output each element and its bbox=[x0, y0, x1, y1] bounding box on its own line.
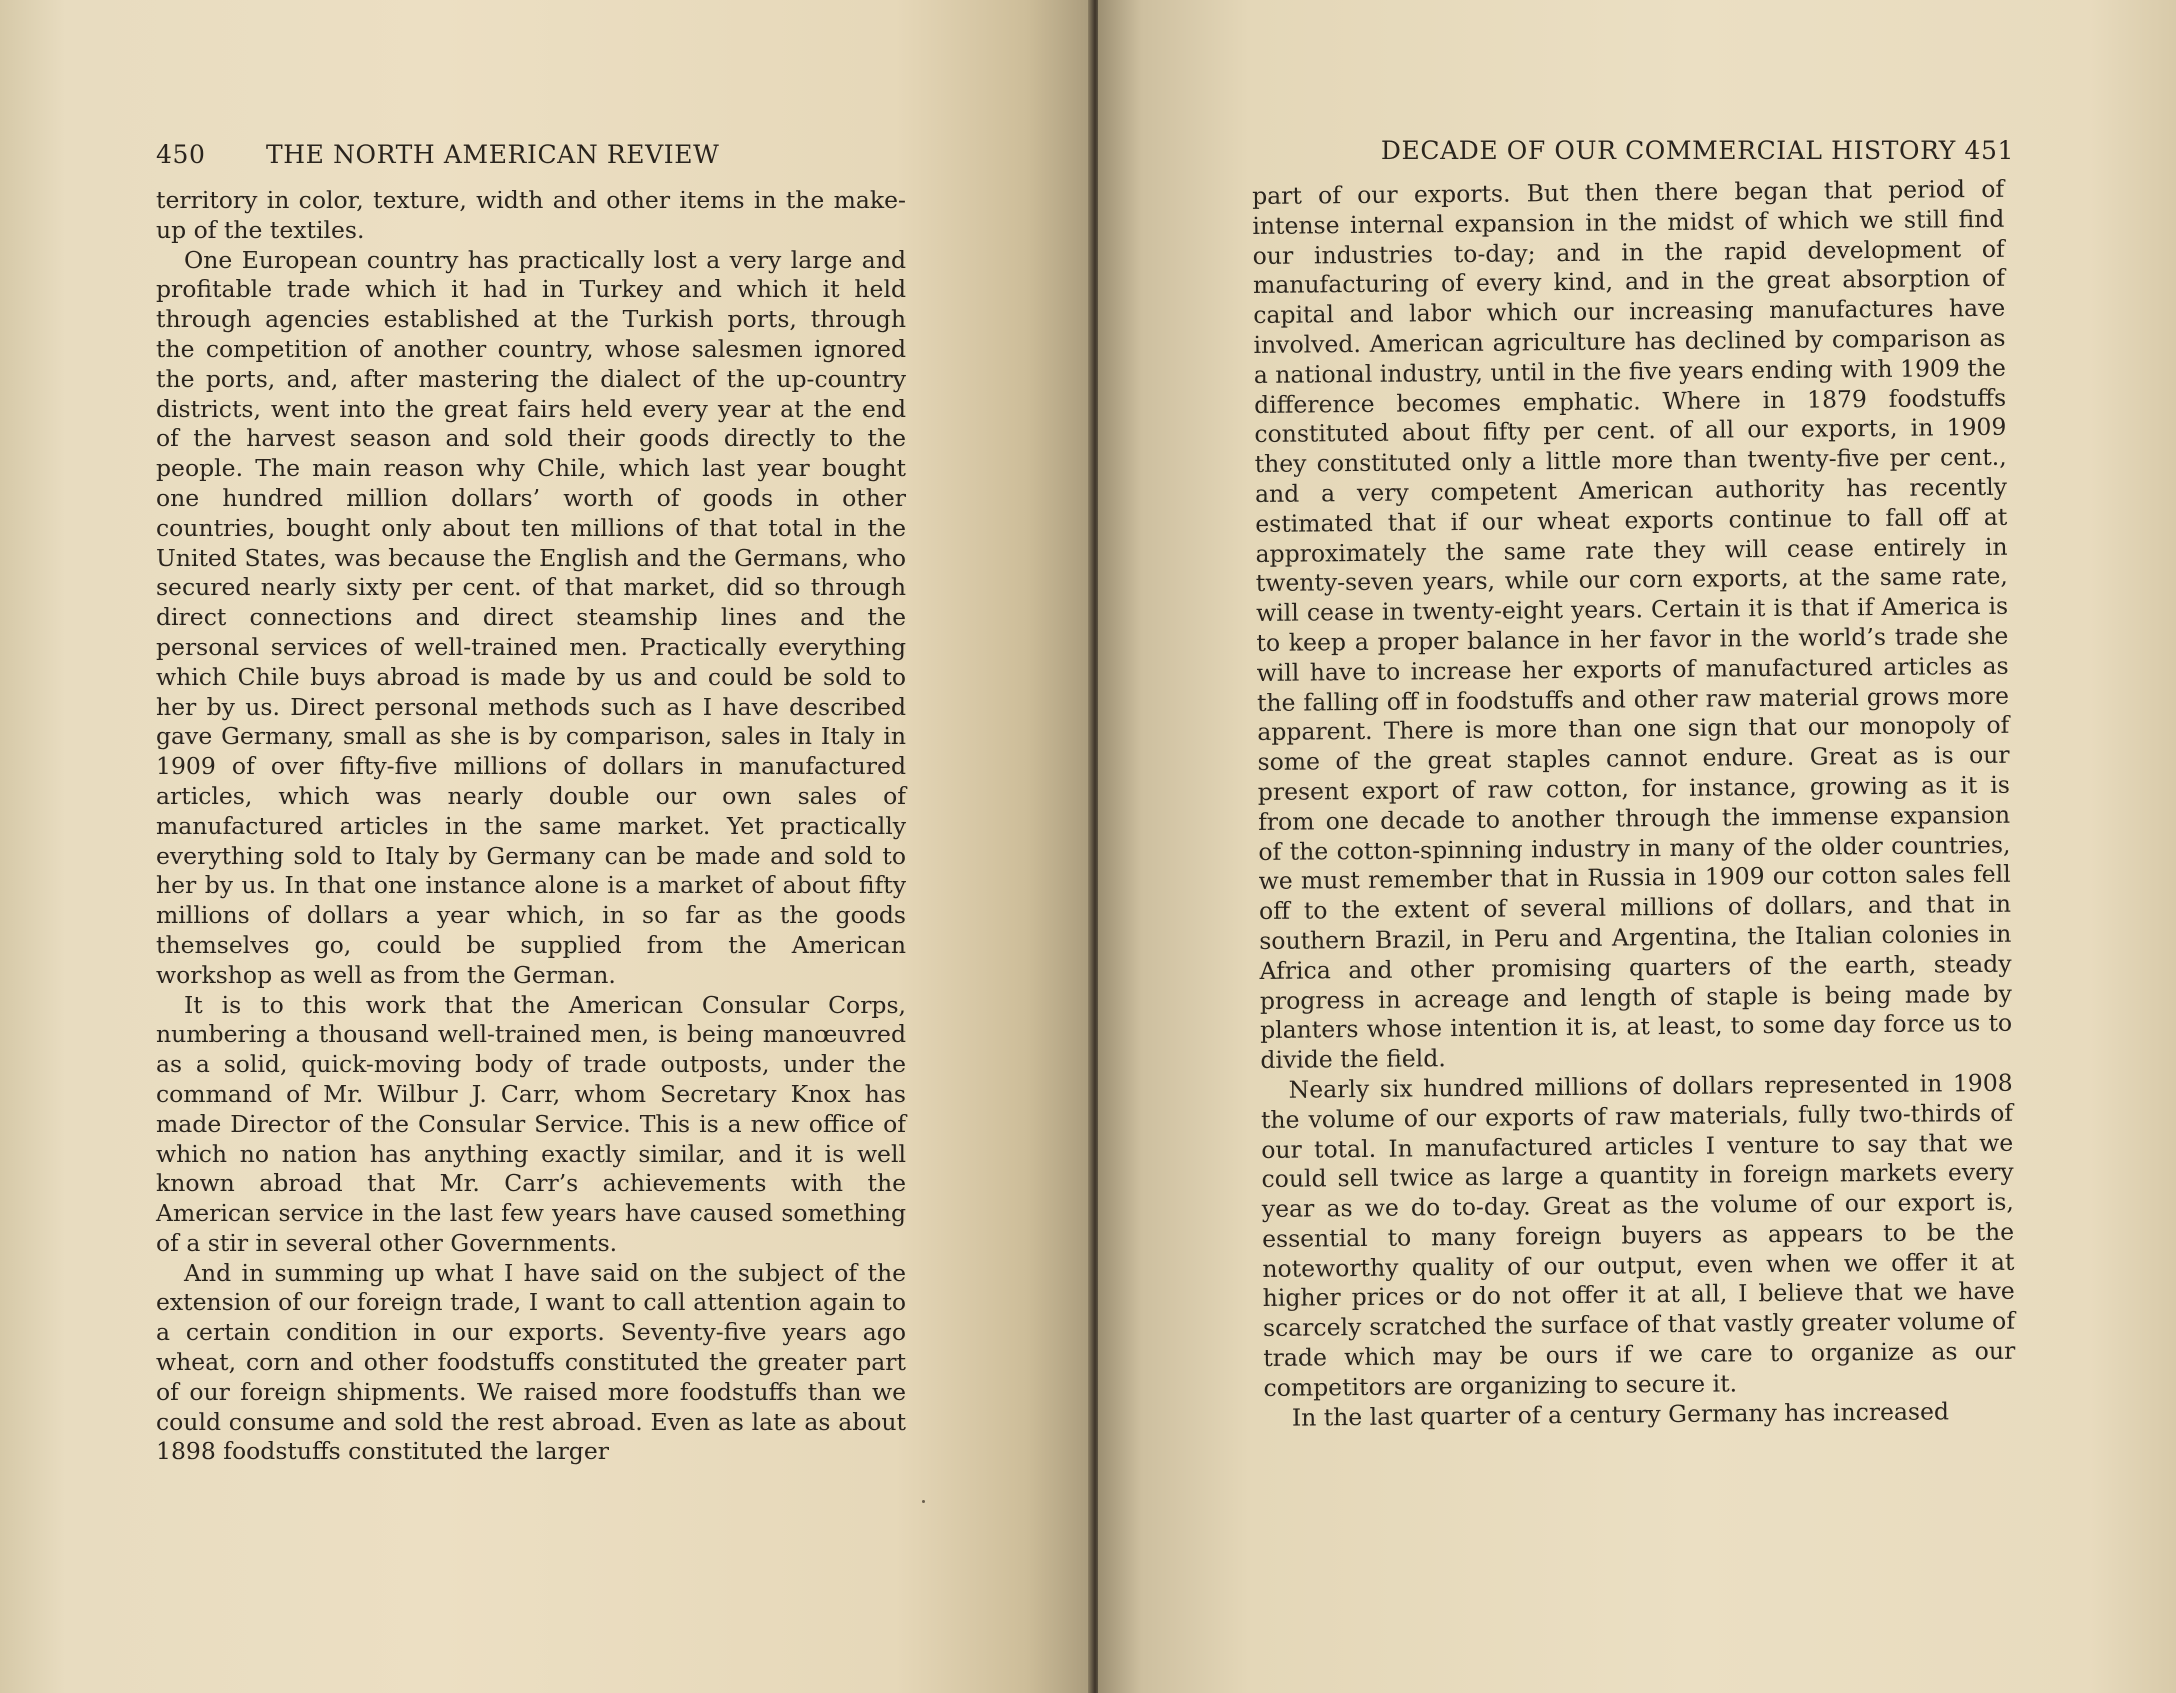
right-page-number: 451 bbox=[1964, 136, 2014, 165]
right-paragraph-2: Nearly six hundred millions of dollars represented in 1908 the volume of our exports of raw materials, fully two-thirds of our total. In manufactured articles I venture to say that we could sell twice as large a quantity in foreign markets every year as we do to-day. Great as the volume of our export is, essential to many foreign buyers as appears to be the noteworthy quality of our output, even when we offer it at higher prices or do not offer it at all, I believe that we have scarcely scratched the surface of that vastly greater volume of trade which may be ours if we care to organize as our competitors are organizing to secure it. bbox=[1260, 1068, 2016, 1402]
left-running-head: THE NORTH AMERICAN REVIEW bbox=[266, 140, 720, 169]
right-running-header bbox=[1284, 136, 2014, 165]
right-paragraph-3: In the last quarter of a century Germany has increased bbox=[1291, 1397, 1950, 1432]
right-body-text bbox=[1252, 175, 2016, 1434]
paper-speck bbox=[922, 1500, 925, 1503]
left-paragraph-1: territory in color, texture, width and other items in the make-up of the textiles. bbox=[156, 186, 906, 244]
left-paragraph-4: And in summing up what I have said on the subject of the extension of our foreign trade, I want to call attention again to a certain condition in our exports. Seventy-five years ago wheat, corn and other foodstuffs constituted the greater part of our foreign shipments. We raised more foodstuffs than we could consume and sold the rest abroad. Even as late as about 1898 foodstuffs constituted the larger bbox=[156, 1258, 906, 1466]
right-running-head: DECADE OF OUR COMMERCIAL HISTORY bbox=[1380, 136, 1956, 165]
left-paragraph-3: It is to this work that the American Consular Corps, numbering a thousand well-trained men, is being manœuvred as a solid, quick-moving body of trade outposts, under the command of Mr. Wilbur J. Carr, whom Secretary Knox has made Director of the Consular Service. This is a new office of which no nation has anything exactly similar, and it is well known abroad that Mr. Carr’s achievements with the American service in the last few years have caused something of a stir in several other Governments. bbox=[156, 990, 906, 1257]
left-body-text bbox=[156, 186, 906, 1467]
left-page-number: 450 bbox=[156, 140, 206, 169]
left-paragraph-2: One European country has practically lost a very large and profitable trade which it had in Turkey and which it held through agencies established at the Turkish ports, through the competition of another country, whose salesmen ignored the ports, and, after mastering the dialect of the up-country districts, went into the great fairs held every year at the end of the harvest season and sold their goods directly to the people. The main reason why Chile, which last year bought one hundred million dollars’ worth of goods in other countries, bought only about ten millions of that total in the United States, was because the English and the Germans, who secured nearly sixty per cent. of that market, did so through direct connections and direct steamship lines and the personal services of well-trained men. Practically everything which Chile buys abroad is made by us and could be sold to her by us. Direct personal methods such as I have described gave Germany, small as she is by comparison, sales in Italy in 1909 of over fifty-five millions of dollars in manufactured articles, which was nearly double our own sales of manufactured articles in the same market. Yet practically everything sold to Italy by Germany can be made and sold to her by us. In that one instance alone is a market of about fifty millions of dollars a year which, in so far as the goods themselves go, could be supplied from the American workshop as well as from the German. bbox=[156, 245, 906, 989]
left-running-header bbox=[156, 140, 916, 169]
right-paragraph-1: part of our exports. But then there began that period of intense internal expansion in the midst of which we still find our industries to-day; and in the rapid development of manufacturing of every kind, and in the great absorption of capital and labor which our increasing manufactures have involved. American agriculture has declined by comparison as a national industry, until in the five years ending with 1909 the difference becomes emphatic. Where in 1879 foodstuffs constituted about fifty per cent. of all our exports, in 1909 they constituted only a little more than twenty-five per cent., and a very competent American authority has recently estimated that if our wheat exports continue to fall off at approximately the same rate they will cease entirely in twenty-seven years, while our corn exports, at the same rate, will cease in twenty-eight years. Certain it is that if America is to keep a proper balance in her favor in the world’s trade she will have to increase her exports of manufactured articles as the falling off in foodstuffs and other raw material grows more apparent. There is more than one sign that our monopoly of some of the great staples cannot endure. Great as is our present export of raw cotton, for instance, growing as it is from one decade to another through the immense expansion of the cotton-spinning industry in many of the older countries, we must remember that in Russia in 1909 our cotton sales fell off to the extent of several millions of dollars, and that in southern Brazil, in Peru and Argentina, the Italian colonies in Africa and other promising quarters of the earth, steady progress in acreage and length of staple is being made by planters whose intention it is, at least, to some day force us to divide the field. bbox=[1252, 174, 2013, 1075]
right-page bbox=[1098, 0, 2176, 1693]
